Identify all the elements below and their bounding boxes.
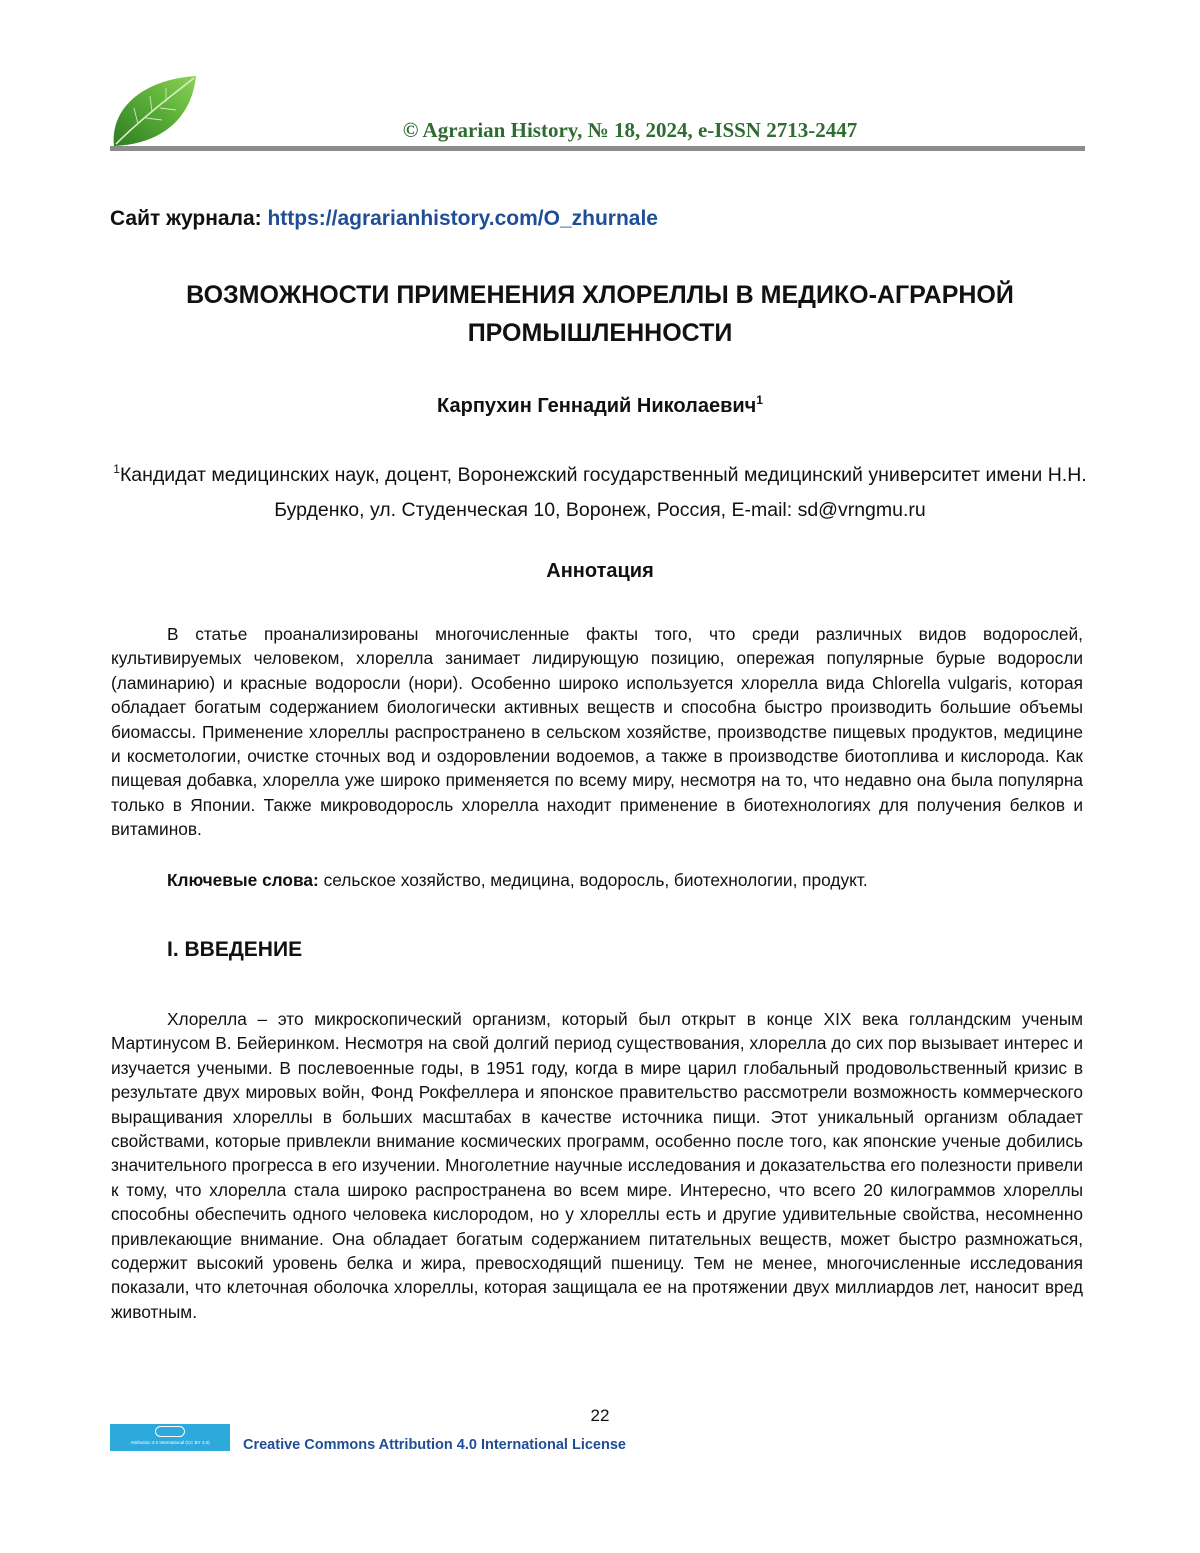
affiliation-superscript: 1 [113,462,120,476]
affiliation [100,458,1100,528]
journal-header: © Agrarian History, № 18, 2024, e-ISSN 2713-2447 [402,118,858,142]
keywords-label: Ключевые слова: [167,870,319,890]
license-link[interactable]: Creative Commons Attribution 4.0 International License [243,1437,626,1453]
abstract-text: В статье проанализированы многочисленные факты того, что среди различных видов водорослей, культивируемых человеком, хлорелла занимает лидирующую позицию, опережая популярные бурые водоросли (ламинарию) и красные водоросли (нори). Особенно широко используется хлорелла вида Chlorella vulgaris, которая обладает богатым содержанием биологически активных веществ и способна быстро производить большие объемы биомассы. Применение хлореллы распространено в сельском хозяйстве, производстве пищевых продуктов, медицине и косметологии, очистке сточных вод и оздоровлении водоемов, а также в производстве биотоплива и кислорода. Как пищевая добавка, хлорелла уже широко применяется по всему миру, несмотря на то, что недавно она была популярна только в Японии. Также микроводоросль хлорелла находит применение в биотехнологиях для получения белков и витаминов. [111,624,1083,840]
cc-icon [155,1426,185,1437]
keywords-text: сельское хозяйство, медицина, водоросль, биотехнологии, продукт. [323,870,868,890]
keywords-line [167,870,868,891]
section-heading: I. ВВЕДЕНИЕ [167,938,303,961]
cc-license-badge[interactable] [110,1424,230,1451]
author-name: Карпухин Геннадий Николаевич [437,395,757,417]
author-line [100,395,1100,418]
introduction-text: Хлорелла – это микроскопический организм, который был открыт в конце XIX века голландским ученым Мартинусом В. Бейеринком. Несмотря на свой долгий период существования, хлорелла до сих пор вызывает интерес и изучается учеными. В послевоенные годы, в 1951 году, когда в мире царил глобальный продовольственный кризис в результате двух мировых войн, Фонд Рокфеллера и японское правительство рассмотрели возможность коммерческого выращивания хлореллы в больших масштабах в качестве источника пищи. Этот уникальный организм обладает свойствами, которые привлекли внимание космических программ, особенно после того, как японские ученые добились значительного прогресса в его изучении. Многолетние научные исследования и доказательства его полезности привели к тому, что хлорелла стала широко распространена во всем мире. Интересно, что всего 20 килограммов хлореллы способны обеспечить одного человека кислородом, но у хлореллы есть и другие удивительные свойства, несомненно привлекающие внимание. Она обладает богатым содержанием питательных веществ, может быстро размножаться, содержит высокий уровень белка и жира, превосходящий пшеницу. Тем не менее, многочисленные исследования показали, что клеточная оболочка хлореллы, которая защищала ее на протяжении двух миллиардов лет, наносит вред животным. [111,1009,1083,1322]
leaf-logo-icon [108,72,200,152]
header-divider [110,146,1085,151]
journal-site-line [110,207,658,231]
page-number: 22 [590,1406,610,1425]
article-title: ВОЗМОЖНОСТИ ПРИМЕНЕНИЯ ХЛОРЕЛЛЫ В МЕДИКО-АГРАРНОЙ ПРОМЫШЛЕННОСТИ [186,281,1014,347]
cc-badge-text: Attribution 4.0 International (CC BY 4.0) [130,1440,210,1445]
site-label: Сайт журнала: [110,207,262,230]
abstract-heading: Аннотация [546,560,654,582]
author-superscript: 1 [756,393,763,407]
affiliation-text: Кандидат медицинских наук, доцент, Воронежский государственный медицинский университет имени Н.Н. Бурденко, ул. Студенческая 10, Воронеж, Россия, E-mail: sd@vrngmu.ru [119,464,1087,521]
journal-site-link[interactable]: https://agrarianhistory.com/O_zhurnale [267,207,658,230]
